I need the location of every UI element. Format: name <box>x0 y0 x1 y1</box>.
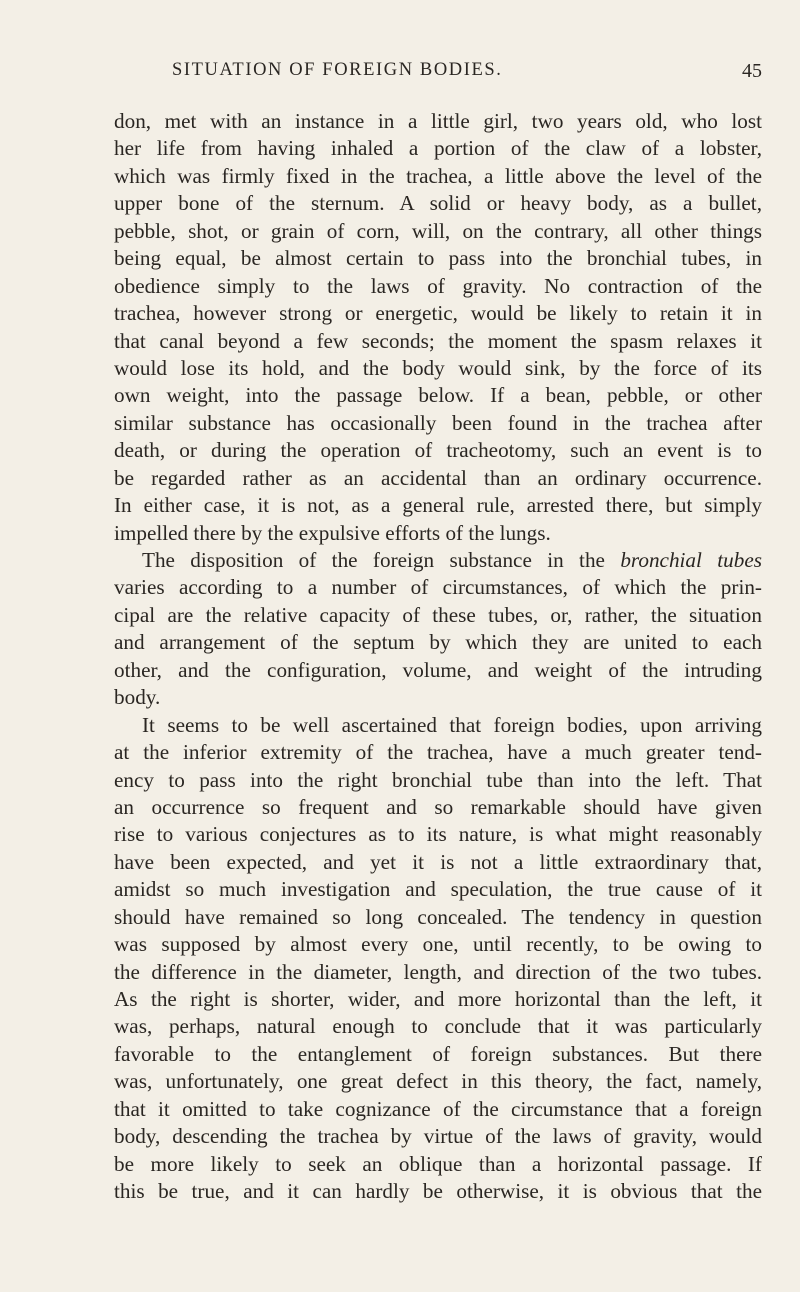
body-text <box>114 108 762 1206</box>
text-line: own weight, into the passage below. If a bean, pebble, or other <box>114 383 762 408</box>
page-number: 45 <box>742 60 762 82</box>
text-line-with-italic <box>114 547 762 574</box>
text-line: upper bone of the sternum. A solid or heavy body, as a bullet, <box>114 191 762 216</box>
text-line: was, unfortunately, one great defect in this theory, the fact, namely, <box>114 1069 762 1094</box>
text-line: have been expected, and yet it is not a little extraordinary that, <box>114 849 762 874</box>
text-line: similar substance has occasionally been found in the trachea after <box>114 410 762 435</box>
text-line: impelled there by the expulsive efforts of the lungs. <box>114 520 551 545</box>
text-line: ency to pass into the right bronchial tube than into the left. That <box>114 767 762 792</box>
text-line: be regarded rather as an accidental than an ordinary occurrence. <box>114 465 762 490</box>
text-line: cipal are the relative capacity of these tubes, or, rather, the situation <box>114 602 762 627</box>
text-line: the difference in the diameter, length, and direction of the two tubes. <box>114 959 762 984</box>
text-line: an occurrence so frequent and so remarkable should have given <box>114 794 762 819</box>
text-line: at the inferior extremity of the trachea, have a much greater tend- <box>114 740 762 765</box>
text-fragment: The disposition of the foreign substance in the <box>142 548 605 572</box>
text-line: that canal beyond a few seconds; the moment the spasm relaxes it <box>114 328 762 353</box>
text-line: rise to various conjectures as to its nature, is what might reasonably <box>114 822 762 847</box>
text-line: favorable to the entanglement of foreign substances. But there <box>114 1041 762 1066</box>
text-line: was, perhaps, natural enough to conclude that it was particularly <box>114 1014 762 1039</box>
text-line: As the right is shorter, wider, and more horizontal than the left, it <box>114 987 762 1011</box>
running-title: SITUATION OF FOREIGN BODIES. <box>172 60 503 80</box>
text-line: being equal, be almost certain to pass into the bronchial tubes, in <box>114 246 762 271</box>
text-line: don, met with an instance in a little girl, two years old, who lost <box>114 109 762 133</box>
text-line: her life from having inhaled a portion of the claw of a lobster, <box>114 136 762 161</box>
text-line: pebble, shot, or grain of corn, will, on the contrary, all other things <box>114 218 762 243</box>
text-line: which was firmly fixed in the trachea, a little above the level of the <box>114 163 762 188</box>
running-head <box>172 60 762 86</box>
text-line: be more likely to seek an oblique than a horizontal passage. If <box>114 1151 762 1176</box>
text-line: this be true, and it can hardly be otherwise, it is obvious that the <box>114 1179 762 1204</box>
text-line: It seems to be well ascertained that foreign bodies, upon arriving <box>142 712 762 737</box>
italic-term: bronchial tubes <box>620 548 762 572</box>
text-line: that it omitted to take cognizance of the circumstance that a foreign <box>114 1096 762 1121</box>
text-line: varies according to a number of circumstances, of which the prin- <box>114 575 762 600</box>
text-line: obedience simply to the laws of gravity. No contraction of the <box>114 273 762 298</box>
text-line: should have remained so long concealed. The tendency in question <box>114 904 762 929</box>
text-line: was supposed by almost every one, until recently, to be owing to <box>114 932 762 957</box>
text-line: body. <box>114 685 161 710</box>
text-line: death, or during the operation of tracheotomy, such an event is to <box>114 438 762 463</box>
text-line: In either case, it is not, as a general rule, arrested there, but simply <box>114 493 762 518</box>
text-line: would lose its hold, and the body would sink, by the force of its <box>114 355 762 380</box>
text-line: amidst so much investigation and speculation, the true cause of it <box>114 877 762 902</box>
text-line: and arrangement of the septum by which they are united to each <box>114 630 762 655</box>
text-line: trachea, however strong or energetic, would be likely to retain it in <box>114 301 762 326</box>
text-line: other, and the configuration, volume, and weight of the intruding <box>114 657 762 682</box>
text-line: body, descending the trachea by virtue of the laws of gravity, would <box>114 1124 762 1149</box>
